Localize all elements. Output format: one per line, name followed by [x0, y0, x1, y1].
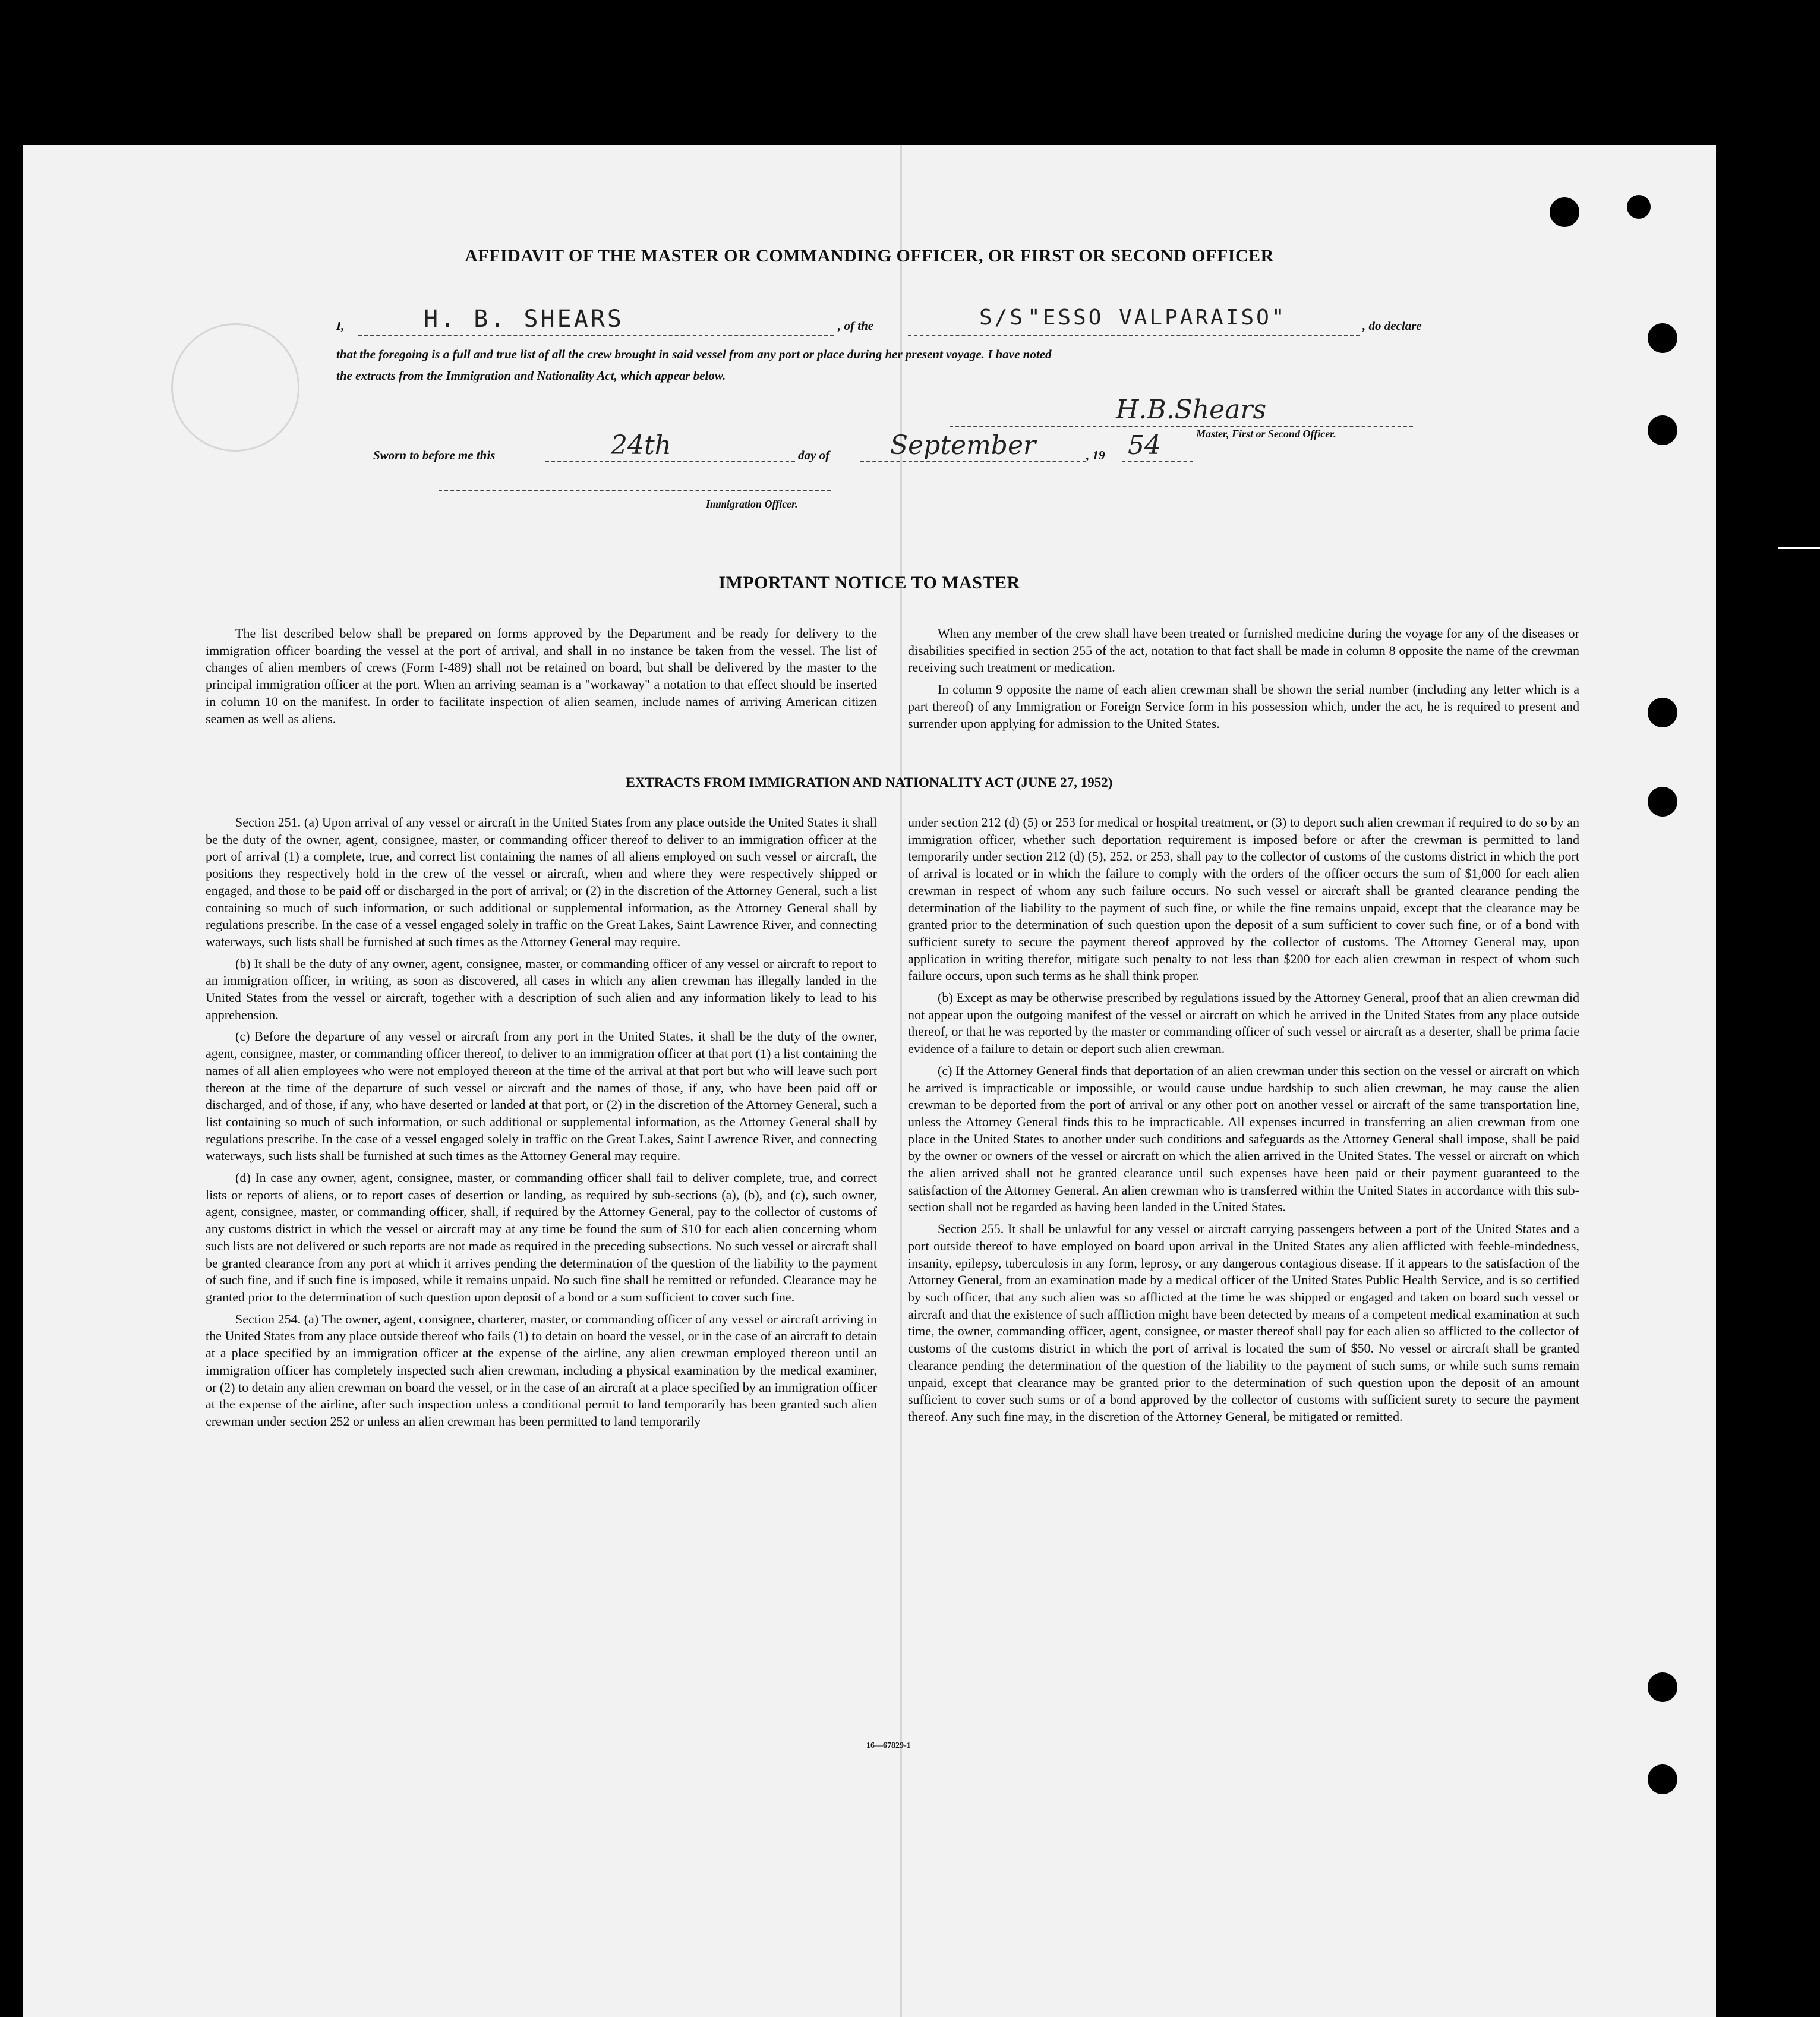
punch-hole [1627, 195, 1651, 219]
i-label: I, [336, 319, 345, 333]
punch-hole [1648, 698, 1677, 727]
form-number: 16—67829-1 [866, 1741, 911, 1750]
vessel-name-line [908, 305, 1360, 336]
punch-hole [1648, 415, 1677, 445]
notice-left-text: The list described below shall be prepared on forms approved by the Department and be ready for delivery to the immigration officer boarding the vessel at the port of arrival, and shall in no instance be taken from the vessel. The list of changes of alien members of crews (Form I-489) shall not be retained on board, but shall be delivered by the master to the principal immigration officer at the port. When an arriving seaman is a "workaway" a notation to that effect should be inserted in column 10 on the manifest. In order to facilitate inspection of alien seamen, include names of arriving American citizen seamen as well as aliens. [206, 626, 877, 726]
extracts-title: EXTRACTS FROM IMMIGRATION AND NATIONALITY ACT (JUNE 27, 1952) [626, 775, 1113, 790]
vessel-name: "ESSO VALPARAISO" [1027, 305, 1287, 330]
year-line [1122, 430, 1193, 462]
day-of-label: day of [798, 448, 830, 462]
signature-role [1196, 428, 1336, 440]
scan-edge-mark [1778, 547, 1820, 549]
section-251-a: Section 251. (a) Upon arrival of any vessel or aircraft in the United States from any place outside the United States it shall be the duty of the owner, agent, consignee, master, or commanding officer thereof to deliver to an immigration officer at the port of arrival (1) a complete, true, and correct list containing the names of all aliens employed on such vessel or aircraft, the positions they respectively hold in the crew of the vessel or aircraft, when and where they were respectively shipped or engaged, and those to be paid off or discharged in the port of arrival; or (2) in the discretion of the Attorney General, such a list containing so much of such information, or such additional or supplemental information, as the Attorney General shall by regulations prescribe. In the case of a vessel engaged solely in traffic on the Great Lakes, Saint Lawrence River, and connecting waterways, such lists shall be furnished at such times as the Attorney General may require. [206, 815, 877, 949]
officer-signature-line [439, 484, 831, 491]
do-declare-label: , do declare [1362, 319, 1422, 333]
signature-line [950, 395, 1413, 427]
punch-hole [1550, 197, 1579, 227]
fold-line [900, 145, 902, 2017]
declaration-line-1: that the foregoing is a full and true list of all the crew brought in said vessel from any port or place during her present voyage. I have noted [336, 347, 1052, 361]
month-value: September [890, 430, 1036, 461]
notice-right-text-1: When any member of the crew shall have been treated or furnished medicine during the voyage for any of the diseases or disabilities specified in section 255 of the act, notation to that fact shall be made in column 8 opposite the name of the crewman receiving such treatment or medication. [908, 626, 1579, 675]
declaration-line-2: the extracts from the Immigration and Nationality Act, which appear below. [336, 368, 726, 383]
section-254-b: (b) Except as may be otherwise prescribed by regulations issued by the Attorney General, proof that an alien crewman did not appear upon the outgoing manifest of the vessel or aircraft on which he arrived in the United States from any place outside thereof, or that he was reported by the master or commanding officer of such vessel or aircraft as a deserter, shall be prima facie evidence of a failure to detain or deport such alien crewman. [908, 990, 1579, 1057]
faded-seal-stamp [171, 323, 299, 452]
month-line [860, 430, 1086, 462]
punch-hole [1648, 1672, 1677, 1702]
document-page [23, 145, 1716, 2017]
section-255: Section 255. It shall be unlawful for any vessel or aircraft carrying passengers between a port of the United States and a port outside thereof to have employed on board upon arrival in the United States any alien afflicted with feeble-mindedness, insanity, epilepsy, tuberculosis in any form, leprosy, or any dangerous contagious disease. If it appears to the satisfaction of the Attorney General, from an examination made by a medical officer of the United States Public Health Service, and is so certified by such officer, that any such alien was so afflicted at the time he was shipped or engaged and taken on board such vessel or aircraft and that the existence of such affliction might have been detected by means of a competent medical examination at such time, the owner, commanding officer, agent, consignee, or master thereof shall pay for each alien so afflicted to the collector of customs of the customs district in which the port of arrival is located the sum of $50. No vessel or aircraft shall be granted clearance pending the determination of the question of the liability to the payment of such sums, or while such sums remain unpaid, except that clearance may be granted prior to the determination of such question upon the deposit of an amount sufficient to cover such sums or of a bond approved by the collector of customs with sufficient surety to secure the payment thereof. Any such fine may, in the discretion of the Attorney General, be mitigated or remitted. [908, 1221, 1579, 1424]
master-name: H. B. SHEARS [424, 305, 624, 333]
year-prefix: , 19 [1086, 448, 1105, 462]
year-value: 54 [1128, 430, 1161, 461]
of-the-label: , of the [838, 319, 874, 333]
section-254-c: (c) If the Attorney General finds that deportation of an alien crewman under this section on the vessel or aircraft on which he arrived is impracticable or impossible, or would cause undue hardship to such alien crewman, he may cause the alien crewman to be deported from the port of arrival or any other port on another vessel or aircraft of the same transportation line, unless the Attorney General finds this to be impracticable. All expenses incurred in transferring an alien crewman from one place in the United States to another under such conditions and safeguards as the Attorney General shall impose, shall be paid by the owner or owners of the vessel or aircraft on which the alien arrived in the United States. The vessel or aircraft on which the alien arrived shall not be granted clearance until such expenses have been paid or their payment guaranteed to the satisfaction of the Attorney General. An alien crewman who is transferred within the United States in accordance with this sub-section shall not be regarded as having been landed in the United States. [908, 1063, 1579, 1215]
punch-hole [1648, 1764, 1677, 1794]
vessel-prefix: S/S [979, 305, 1026, 330]
extracts-left-column [206, 814, 877, 1435]
role-master: Master, [1196, 428, 1229, 440]
day-value: 24th [611, 430, 672, 461]
notice-left-column [206, 625, 877, 732]
section-254-a-cont: under section 212 (d) (5) or 253 for medical or hospital treatment, or (3) to deport such alien crewman if required to do so by an immigration officer, whether such deportation requirement is imposed before or after the crewman is permitted to land temporarily under section 212 (d) (5), 252, or 253, shall pay to the collector of customs of the customs district in which the port of arrival is located or in which the failure to comply with the orders of the officer occurs the sum of $1,000 for each alien crewman in respect of whom any such failure occurs. No such vessel or aircraft shall be granted clearance pending the determination of the liability to the payment of such fine, or while the fine remains unpaid, except that the clearance may be granted prior to the determination of such question upon the deposit of a sum sufficient to cover such fine, or of a bond with sufficient surety to secure the payment thereof approved by the collector of customs. The Attorney General may, upon application in writing therefor, mitigate such penalty to not less than $200 for each alien crewman in respect of whom such failure occurs, upon such terms as he shall think proper. [908, 815, 1579, 984]
role-struck: First or Second Officer. [1232, 428, 1336, 440]
master-name-line [358, 305, 834, 336]
officer-label: Immigration Officer. [706, 498, 798, 510]
punch-hole [1648, 323, 1677, 353]
notice-right-text-2: In column 9 opposite the name of each alien crewman shall be shown the serial number (including any letter which is a part thereof) of any Immigration or Foreign Service form in his possession which, under the act, he is required to present and surrender upon applying for admission to the United States. [908, 682, 1579, 731]
master-signature: H.B.Shears [1116, 395, 1267, 425]
sworn-label: Sworn to before me this [373, 448, 496, 462]
section-251-c: (c) Before the departure of any vessel or aircraft from any port in the United States, it shall be the duty of the owner, agent, consignee, master, or commanding officer thereof, to deliver to an immigration officer at that port (1) a list containing the names of all alien employees who were not employed thereon at the time of the arrival at that port but who will leave such port thereon at the time of the departure of such vessel or aircraft and the names of those, if any, who have been paid off or discharged, and of those, if any, who have deserted or landed at that port, or (2) in the discretion of the Attorney General, such a list containing so much of such information, or such additional or supplemental information, as the Attorney General shall by regulations prescribe. In the case of a vessel engaged solely in traffic on the Great Lakes, Saint Lawrence River, and connecting waterways, such lists shall be furnished at such times as the Attorney General may require. [206, 1029, 877, 1164]
day-line [545, 430, 795, 462]
notice-title: IMPORTANT NOTICE TO MASTER [718, 573, 1020, 593]
affidavit-title: AFFIDAVIT OF THE MASTER OR COMMANDING OFFICER, OR FIRST OR SECOND OFFICER [465, 246, 1274, 266]
punch-hole [1648, 787, 1677, 817]
notice-right-column [908, 625, 1579, 737]
extracts-right-column [908, 814, 1579, 1430]
section-251-b: (b) It shall be the duty of any owner, agent, consignee, master, or commanding officer of any vessel or aircraft to report to an immigration officer, in writing, as soon as discovered, all cases in which any alien crewman has illegally landed in the United States from the vessel or aircraft, together with a description of such alien and any information likely to lead to his apprehension. [206, 956, 877, 1022]
section-254-a: Section 254. (a) The owner, agent, consignee, charterer, master, or commanding officer of any vessel or aircraft arriving in the United States from any place outside thereof who fails (1) to detain on board the vessel, or in the case of an aircraft to detain at a place specified by an immigration officer at the expense of the airline, any alien crewman employed thereon until an immigration officer has completely inspected such alien crewman, including a physical examination by the medical examiner, or (2) to detain any alien crewman on board the vessel, or in the case of an aircraft at a place specified by an immigration officer at the expense of the airline, after such inspection unless a conditional permit to land temporarily has been granted such alien crewman under section 252 or unless an alien crewman has been permitted to land temporarily [206, 1311, 877, 1429]
section-251-d: (d) In case any owner, agent, consignee, master, or commanding officer shall fail to deliver complete, true, and correct lists or reports of aliens, or to report cases of desertion or landing, as required by sub-sections (a), (b), and (c), such owner, agent, consignee, master, or commanding officer, shall, if required by the Attorney General, pay to the collector of customs of any customs district in which the vessel or aircraft may at any time be found the sum of $10 for each alien concerning whom such lists are not delivered or such reports are not made as required in the preceding subsections. No such vessel or aircraft shall be granted clearance from any port at which it arrives pending the determination of the question of the liability to the payment of such fine, and if such fine is imposed, while it remains unpaid. No such fine shall be remitted or refunded. Clearance may be granted prior to the determination of such question upon deposit of a bond or a sum sufficient to cover such fine. [206, 1170, 877, 1304]
